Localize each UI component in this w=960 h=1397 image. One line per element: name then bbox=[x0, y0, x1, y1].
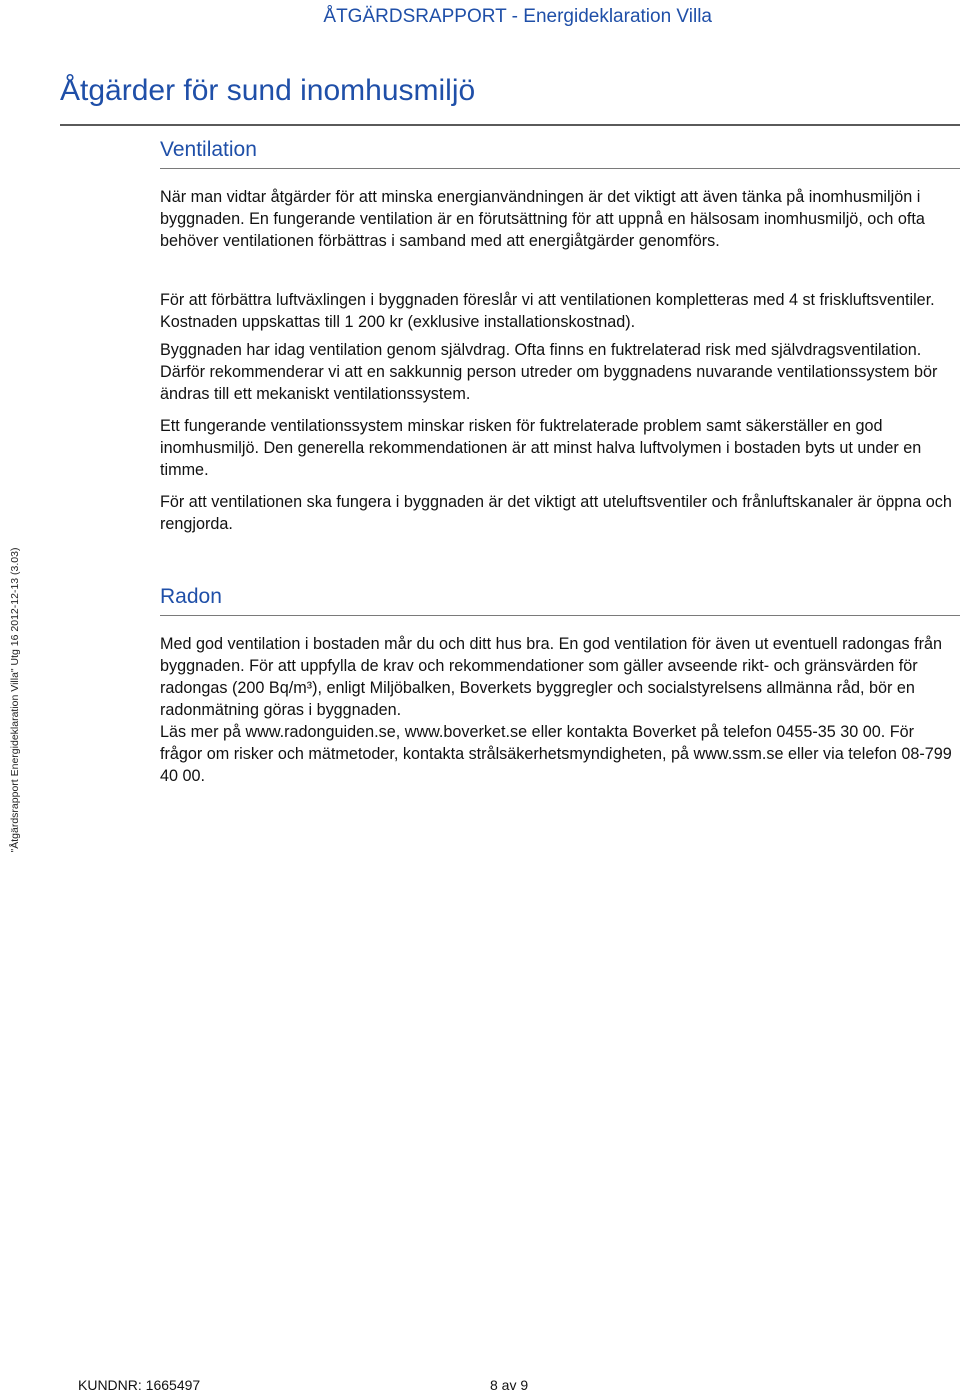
paragraph-ventilation-recommendation: Ett fungerande ventilationssystem minskar risken för fuktrelaterade problem samt säkerställer en god inomhusmiljö. Den generella rekommendationen är att minst halva luftvolymen i bostaden byts ut under en timme. bbox=[160, 417, 922, 479]
paragraph-ventilation-maintenance: För att ventilationen ska fungera i byggnaden är det viktigt att uteluftsventiler och frånluftskanaler är öppna och rengjorda. bbox=[160, 493, 952, 533]
side-note-text: "Åtgärdsrapport Energideklaration Villa" Utg 16 2012-12-13 (3.03) bbox=[9, 547, 21, 853]
title-rule bbox=[60, 124, 960, 126]
paragraph-ventilation-proposal: För att förbättra luftväxlingen i byggnaden föreslår vi att ventilationen kompletteras med 4 st friskluftsventiler. Kostnaden uppskattas till 1 200 kr (exklusive installationskostnad). bbox=[160, 291, 935, 331]
paragraph-ventilation-intro: När man vidtar åtgärder för att minska energianvändningen är det viktigt att även tänka på inomhusmiljön i byggnaden. En fungerande ventilation är en förutsättning för att uppnå en hälsosam inomhusmiljö, och ofta behöver ventilationen förbättras i samband med att energiåtgärder genomförs. bbox=[160, 188, 925, 250]
section-heading-radon: Radon bbox=[160, 585, 222, 608]
footer-kundnr: KUNDNR: 1665497 bbox=[78, 1377, 201, 1393]
section-heading-ventilation: Ventilation bbox=[160, 138, 257, 161]
section-rule-ventilation bbox=[160, 168, 960, 169]
page-title: Åtgärder för sund inomhusmiljö bbox=[60, 74, 476, 107]
paragraph-radon-links: Läs mer på www.radonguiden.se, www.boverket.se eller kontakta Boverket på telefon 0455-35 30 00. För frågor om risker och mätmetoder, kontakta strålsäkerhetsmyndigheten, på www.ssm.se eller via telefon 08-799 40 00. bbox=[160, 723, 952, 785]
section-rule-radon bbox=[160, 615, 960, 616]
paragraph-ventilation-current: Byggnaden har idag ventilation genom självdrag. Ofta finns en fuktrelaterad risk med självdragsventilation. Därför rekommenderar vi att en sakkunnig person utreder om byggnadens nuvarande ventilationssystem bör ändras till ett mekaniskt ventilationssystem. bbox=[160, 341, 938, 403]
footer-page-number: 8 av 9 bbox=[490, 1377, 529, 1393]
paragraph-radon-info: Med god ventilation i bostaden mår du och ditt hus bra. En god ventilation för även ut eventuell radongas från byggnaden. För att uppfylla de krav och rekommendationer som gäller avseende rikt- och gränsvärden för radongas (200 Bq/m³), enligt Miljöbalken, Boverkets byggregler och socialstyrelsens allmänna råd, bör en radonmätning göras i byggnaden. bbox=[160, 635, 942, 719]
header-title: ÅTGÄRDSRAPPORT - Energideklaration Villa bbox=[323, 6, 712, 27]
